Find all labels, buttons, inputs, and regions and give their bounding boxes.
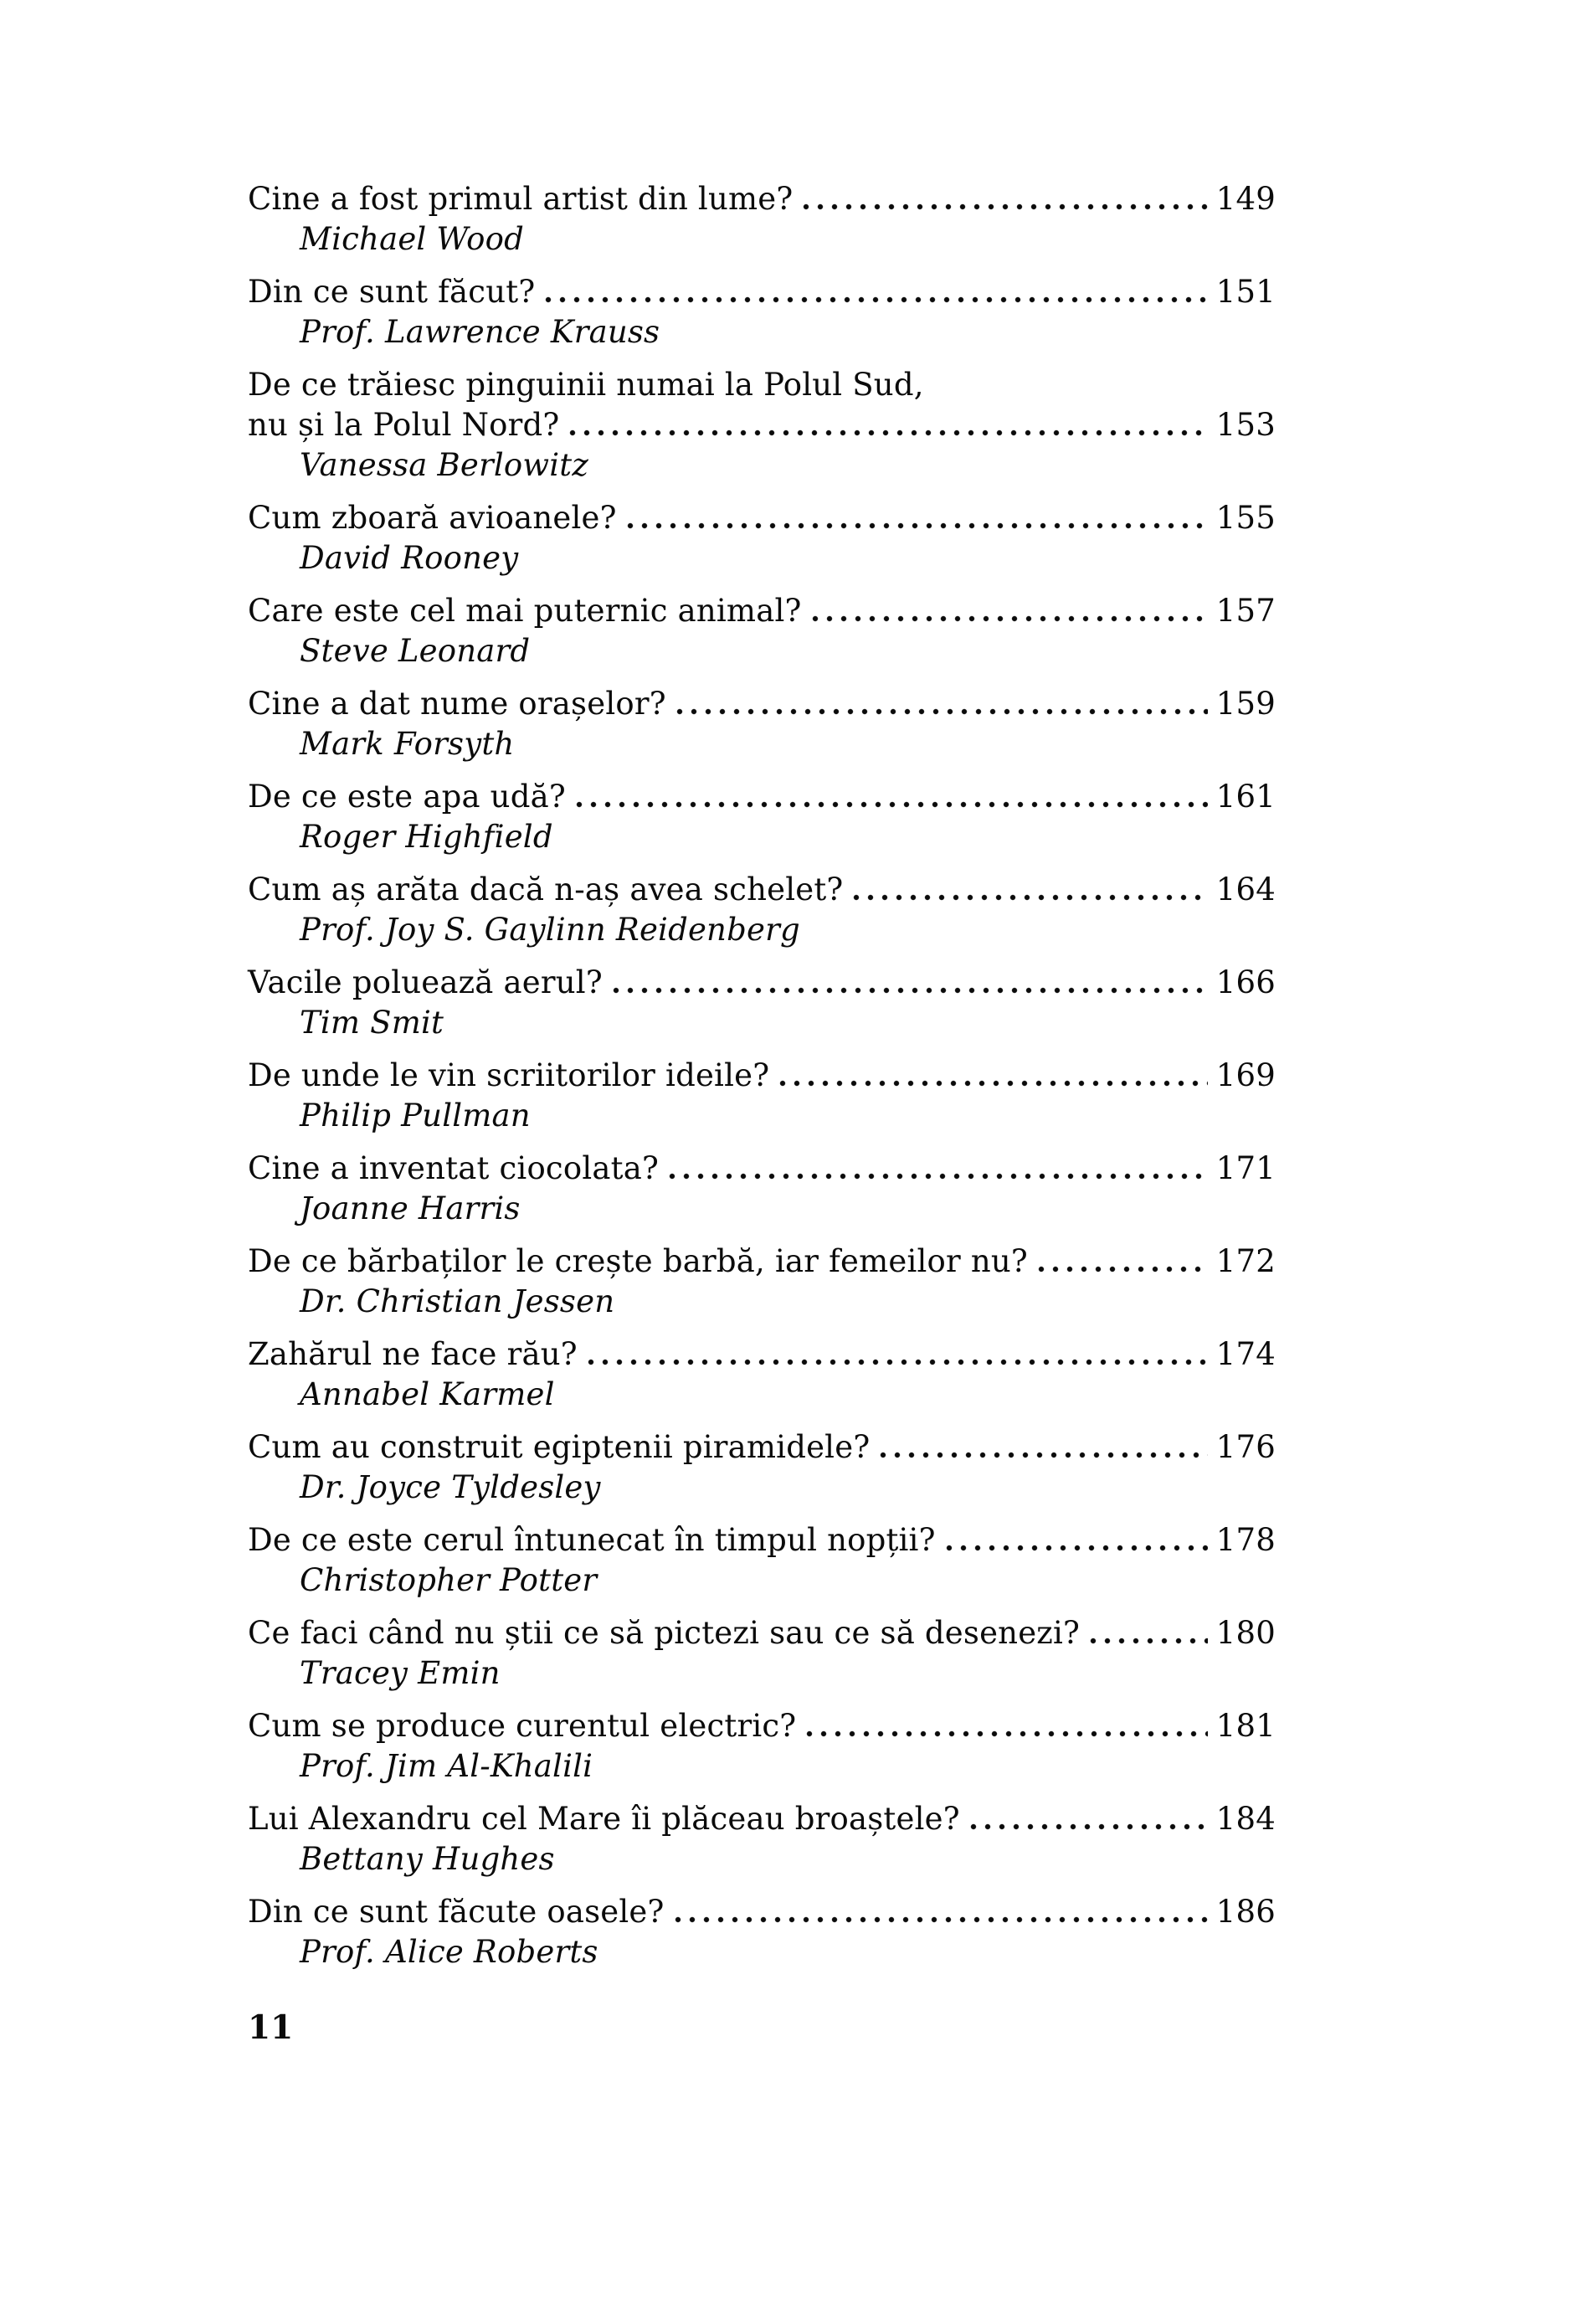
toc-entry: [248, 870, 1276, 950]
entry-title-line: [248, 1520, 1276, 1560]
dot-leader: [880, 1452, 1207, 1458]
entry-title-line1: De ce trăiesc pinguinii numai la Polul Sud,: [248, 367, 924, 403]
entry-author: Annabel Karmel: [300, 1376, 555, 1412]
entry-title: De ce este apa udă?: [248, 779, 566, 815]
entry-author: Prof. Jim Al-Khalili: [300, 1748, 593, 1784]
dot-leader: [970, 1823, 1208, 1830]
entry-title: nu și la Polul Nord?: [248, 407, 560, 443]
entry-author: Dr. Christian Jessen: [300, 1283, 615, 1319]
entry-title: Ce faci când nu știi ce să pictezi sau ce să desenezi?: [248, 1615, 1081, 1651]
entry-title: Cum au construit egiptenii piramidele?: [248, 1429, 871, 1465]
entry-page-number: 169: [1215, 1057, 1276, 1093]
entry-title-line: [248, 1242, 1276, 1282]
entry-title: Cum se produce curentul electric?: [248, 1708, 797, 1744]
entry-author: Christopher Potter: [300, 1562, 598, 1598]
entry-page-number: 149: [1215, 181, 1276, 217]
entry-title-line: [248, 405, 1276, 445]
entry-title: Care este cel mai puternic animal?: [248, 593, 802, 629]
toc-entry: [248, 1706, 1276, 1787]
entry-author: Vanessa Berlowitz: [300, 447, 589, 483]
entry-page-number: 172: [1215, 1243, 1276, 1279]
entry-page-number: 157: [1215, 593, 1276, 629]
entry-page-number: 164: [1215, 872, 1276, 907]
entry-author: Prof. Lawrence Krauss: [300, 314, 660, 350]
dot-leader: [812, 615, 1208, 622]
entry-title-line: [248, 684, 1276, 724]
entry-page-number: 155: [1215, 500, 1276, 536]
dot-leader: [627, 522, 1208, 529]
dot-leader: [803, 203, 1207, 210]
dot-leader: [779, 1080, 1208, 1087]
toc-entry: [248, 1242, 1276, 1322]
entry-title-line: [248, 272, 1276, 312]
toc-entry: [248, 777, 1276, 857]
toc-entry: [248, 1892, 1276, 1972]
dot-leader: [675, 1916, 1208, 1923]
toc-entry: [248, 1799, 1276, 1879]
entry-title-line: [248, 1799, 1276, 1839]
table-of-contents: [248, 179, 1276, 1985]
dot-leader: [545, 296, 1207, 303]
entry-author: Steve Leonard: [300, 633, 531, 669]
entry-title: Cine a dat nume orașelor?: [248, 686, 666, 722]
entry-author: Roger Highfield: [300, 819, 553, 855]
entry-author: David Rooney: [300, 540, 519, 576]
entry-page-number: 151: [1215, 274, 1276, 310]
toc-entry: [248, 179, 1276, 260]
entry-page-number: 181: [1215, 1708, 1276, 1744]
toc-entry: [248, 1149, 1276, 1229]
entry-title: Din ce sunt făcut?: [248, 274, 536, 310]
entry-title-line: [248, 1427, 1276, 1468]
dot-leader: [588, 1359, 1208, 1365]
entry-title: De unde le vin scriitorilor ideile?: [248, 1057, 770, 1093]
entry-page-number: 178: [1215, 1522, 1276, 1558]
dot-leader: [669, 1173, 1208, 1180]
toc-entry: [248, 1056, 1276, 1136]
dot-leader: [576, 801, 1208, 808]
entry-title: Din ce sunt făcute oasele?: [248, 1894, 665, 1930]
entry-page-number: 171: [1215, 1150, 1276, 1186]
toc-entry: [248, 1334, 1276, 1415]
entry-page-number: 161: [1215, 779, 1276, 815]
entry-title-line: [248, 870, 1276, 910]
entry-page-number: 159: [1215, 686, 1276, 722]
dot-leader: [1090, 1638, 1208, 1644]
entry-title: Cine a fost primul artist din lume?: [248, 181, 794, 217]
entry-title-line: [248, 963, 1276, 1003]
toc-entry: [248, 684, 1276, 764]
entry-author: Tracey Emin: [300, 1655, 501, 1691]
entry-title: De ce bărbaților le crește barbă, iar femeilor nu?: [248, 1243, 1028, 1279]
entry-title: Zahărul ne face rău?: [248, 1336, 578, 1372]
entry-title: Vacile poluează aerul?: [248, 964, 603, 1000]
entry-page-number: 176: [1215, 1429, 1276, 1465]
dot-leader: [1038, 1266, 1208, 1273]
entry-page-number: 174: [1215, 1336, 1276, 1372]
entry-title-line: [248, 777, 1276, 817]
entry-title-line: [248, 1706, 1276, 1746]
entry-title-line: [248, 498, 1276, 538]
dot-leader: [946, 1545, 1208, 1551]
entry-page-number: 184: [1215, 1801, 1276, 1837]
toc-entry: [248, 1427, 1276, 1508]
entry-author: Bettany Hughes: [300, 1841, 555, 1877]
entry-title: Cine a inventat ciocolata?: [248, 1150, 659, 1186]
entry-author: Michael Wood: [300, 221, 524, 257]
entry-author: Tim Smit: [300, 1005, 444, 1041]
toc-entry: [248, 272, 1276, 352]
entry-title-line: [248, 1613, 1276, 1653]
entry-author: Prof. Joy S. Gaylinn Reidenberg: [300, 912, 800, 948]
toc-entry: [248, 498, 1276, 578]
entry-page-number: 153: [1215, 407, 1276, 443]
entry-page-number: 180: [1215, 1615, 1276, 1651]
entry-author: Philip Pullman: [300, 1098, 531, 1134]
toc-entry: [248, 1520, 1276, 1601]
entry-author: Joanne Harris: [300, 1190, 521, 1226]
dot-leader: [569, 429, 1207, 436]
entry-page-number: 186: [1215, 1894, 1276, 1930]
entry-title: Cum zboară avioanele?: [248, 500, 617, 536]
toc-entry: [248, 1613, 1276, 1694]
entry-page-number: 166: [1215, 964, 1276, 1000]
dot-leader: [613, 987, 1208, 994]
toc-entry: [248, 365, 1276, 486]
entry-title: De ce este cerul întunecat în timpul nopții?: [248, 1522, 936, 1558]
entry-author: Mark Forsyth: [300, 726, 515, 762]
entry-title-line: [248, 591, 1276, 631]
entry-author: Prof. Alice Roberts: [300, 1934, 598, 1970]
page-number: 11: [248, 2008, 294, 2047]
entry-title-line: [248, 1056, 1276, 1096]
entry-title-line: [248, 1149, 1276, 1189]
dot-leader: [853, 894, 1207, 901]
entry-author: Dr. Joyce Tyldesley: [300, 1469, 601, 1505]
toc-entry: [248, 591, 1276, 671]
toc-entry: [248, 963, 1276, 1043]
entry-title: Cum aș arăta dacă n-aș avea schelet?: [248, 872, 844, 907]
entry-title-line: [248, 179, 1276, 219]
dot-leader: [676, 708, 1208, 715]
dot-leader: [806, 1730, 1207, 1737]
entry-title-line: [248, 1334, 1276, 1375]
entry-title-line: [248, 1892, 1276, 1932]
entry-title: Lui Alexandru cel Mare îi plăceau broaștele?: [248, 1801, 960, 1837]
